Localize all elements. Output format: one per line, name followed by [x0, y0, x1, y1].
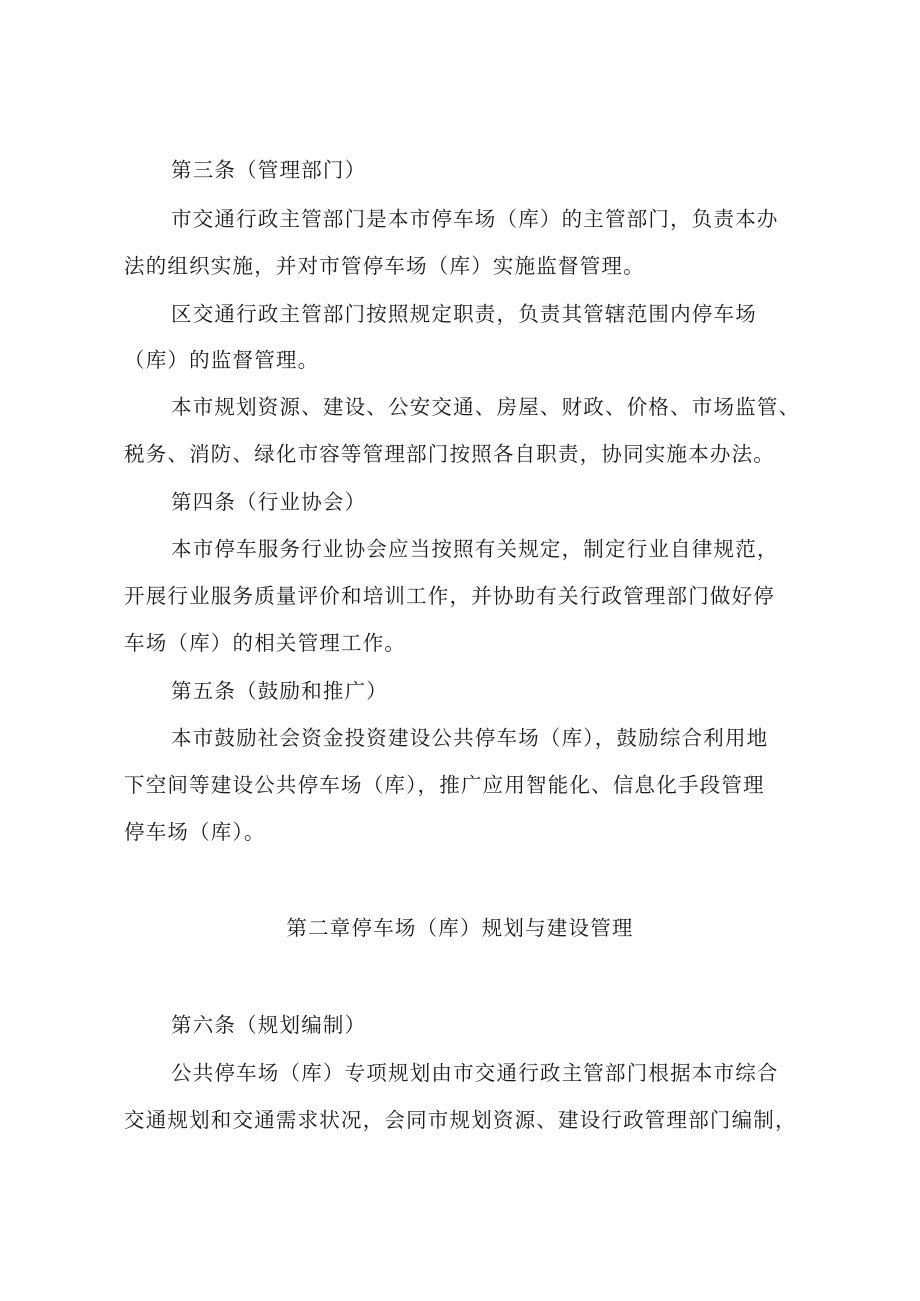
article-6-heading: 第六条（规划编制）: [171, 1013, 367, 1037]
article-3-paragraph-2-line-2: （库）的监督管理。: [124, 348, 320, 372]
article-3-paragraph-2-line-1: 区交通行政主管部门按照规定职责，负责其管辖范围内停车场: [171, 302, 757, 326]
article-3-paragraph-3-line-1: 本市规划资源、建设、公安交通、房屋、财政、价格、市场监管、: [171, 395, 801, 419]
article-3-paragraph-1-line-2: 法的组织实施，并对市管停车场（库）实施监督管理。: [124, 254, 645, 278]
article-5-paragraph-1-line-3: 停车场（库）。: [124, 820, 266, 844]
article-3-paragraph-3-line-2: 税务、消防、绿化市容等管理部门按照各自职责，协同实施本办法。: [124, 442, 775, 466]
article-4-paragraph-1-line-2: 开展行业服务质量评价和培训工作，并协助有关行政管理部门做好停: [124, 584, 775, 608]
article-6-paragraph-1-line-2: 交通规划和交通需求状况，会同市规划资源、建设行政管理部门编制，: [124, 1108, 797, 1132]
article-4-heading: 第四条（行业协会）: [171, 490, 367, 514]
article-3-paragraph-1-line-1: 市交通行政主管部门是本市停车场（库）的主管部门，负责本办: [171, 207, 779, 231]
article-4-paragraph-1-line-3: 车场（库）的相关管理工作。: [124, 631, 407, 655]
article-5-paragraph-1-line-2: 下空间等建设公共停车场（库），推广应用智能化、信息化手段管理: [124, 773, 765, 797]
article-5-paragraph-1-line-1: 本市鼓励社会资金投资建设公共停车场（库），鼓励综合利用地: [171, 726, 769, 750]
chapter-2-title: 第二章停车场（库）规划与建设管理: [286, 916, 634, 940]
article-3-heading: 第三条（管理部门）: [171, 158, 367, 182]
article-4-paragraph-1-line-1: 本市停车服务行业协会应当按照有关规定，制定行业自律规范，: [171, 537, 779, 561]
article-5-heading: 第五条（鼓励和推广）: [171, 679, 388, 703]
article-6-paragraph-1-line-1: 公共停车场（库）专项规划由市交通行政主管部门根据本市综合: [171, 1061, 779, 1085]
